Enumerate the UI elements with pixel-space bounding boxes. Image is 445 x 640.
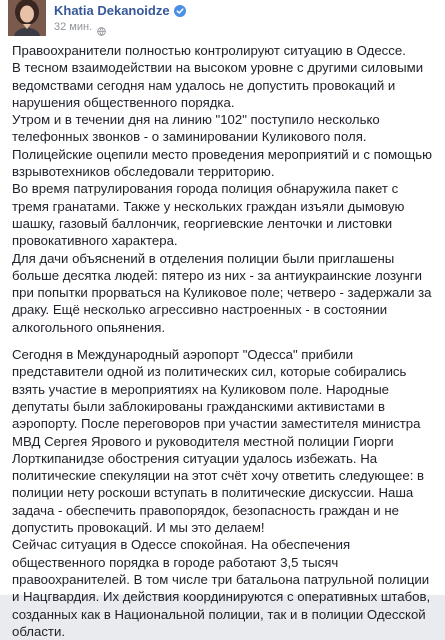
profile-photo-icon	[8, 0, 46, 36]
post-paragraph: Сейчас ситуация в Одессе спокойная. На обеспечения общественного порядка в городе работают 3,5 тысяч правоохранителей. В том числе три батальона патрульной полиции и Нацгвардия. Их действия координируются с оперативных штабов, созданных как в Национальной полиции, так и в полиции Одесской области.	[12, 537, 431, 639]
post-timestamp[interactable]: 32 мин.	[54, 21, 93, 33]
header-text	[54, 2, 186, 34]
author-name[interactable]: Khatia Dekanoidze	[54, 2, 170, 18]
post-paragraph: Полицейские оцепили место проведения мероприятий и с помощью взрывотехников обследовали территорию.	[12, 146, 433, 180]
post-body	[0, 36, 445, 640]
post-paragraph: Для дачи объяснений в отделения полиции были приглашены больше десятка людей: пятеро из них - за антиукраинские лозунги при попытки прорваться на Куликовое поле; четверо - задержали за драку. Ещё несколько агрессивно настроенных - в состоянии алкогольного опьянения.	[12, 250, 432, 335]
post-paragraph: Сегодня в Международный аэропорт "Одесса" прибили представители одной из политических сил, которые собирались взять участие в мероприятиях на Куликовом поле. Народные депутаты были заблокированы гражданскими активистами в аэропорту. После переговоров при участии заместителя министра МВД Сергея Ярового и руководителя местной полиции Гиорги Лорткипанидзе обострения ситуации удалось избежать. На политические спекуляции на этот счёт хочу ответить следующее: в полиции нету роскоши вступать в политические дискуссии. Наша задача - обеспечить правопорядок, безопасность граждан и не допустить провокаций. И мы это делаем!	[12, 347, 425, 536]
post-header	[0, 0, 445, 36]
post-paragraph: В тесном взаимодействии на высоком уровне с другими силовыми ведомствами сегодня нам удалось не допустить провокаций и нарушения общественного порядка.	[12, 60, 424, 110]
name-row	[54, 2, 186, 18]
verified-badge-icon	[174, 4, 186, 16]
avatar[interactable]	[8, 0, 46, 36]
post-paragraph: Утром и в течении дня на линию "102" поступило несколько телефонных звонков - о заминировании Куликового поля.	[12, 112, 380, 145]
meta-row	[54, 20, 186, 34]
post-paragraph: Правоохранители полностью контролируют ситуацию в Одессе.	[12, 43, 406, 58]
post-paragraph: Во время патрулирования города полиция обнаружила пакет с тремя гранатами. Также у нескольких граждан изъяли дымовую шашку, газовый баллончик, георгиевские ленточки и листовки провокативного характера.	[12, 181, 405, 249]
globe-icon	[97, 23, 106, 32]
